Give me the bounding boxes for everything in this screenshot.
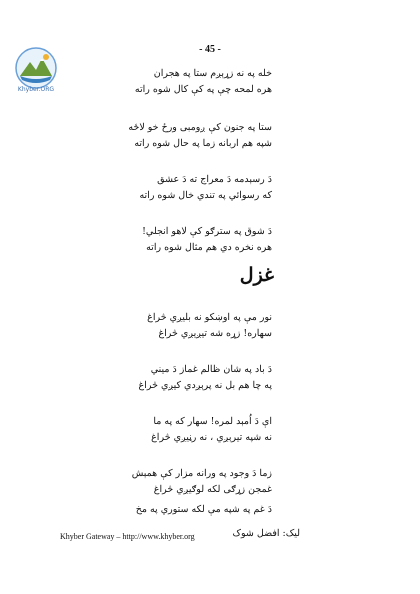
stanza [72, 362, 272, 394]
stanza [72, 66, 272, 98]
verse-line: خله په نه زړېږم ستا په هجران [153, 68, 272, 79]
verse-line: دَ باد په شان ظالم غماز دَ ميني [150, 364, 272, 375]
verse-line: هره لمحه چې په کې کال شوه راته [134, 84, 272, 95]
footer-author: ليک: افضل شوک [232, 528, 300, 539]
verse-line: نور مې په اوښکو نه بليږي څراغ [147, 312, 272, 323]
stanza [72, 120, 272, 152]
verse-line: هره نخره دي هم مثال شوه راته [146, 242, 272, 253]
verse-line: په چا هم بل نه پرېږدي کيږي څراغ [138, 380, 272, 391]
verse-line: دَ رسېدمه دَ معراج ته دَ عشق [157, 174, 272, 185]
verse-line: شپه هم اربانه زما په حال شوه راته [134, 138, 272, 149]
stanza [72, 224, 272, 256]
verse-line: نه شپه تيرېږي ، نه رڼيږي څراغ [151, 432, 272, 443]
footer-source: Khyber Gateway – http://www.khyber.org [60, 532, 195, 541]
verse-line: سهاره! زړه شه تيږيږي څراغ [158, 328, 272, 339]
stanza [72, 466, 272, 498]
verse-line: غمجن زړګی لکه لوګيږي څراغ [153, 484, 272, 495]
verse-line: اې دَ اُمېد لمره! سهار که په ما [153, 416, 272, 427]
stanza [72, 414, 272, 446]
page-number: - 45 - [199, 44, 221, 55]
verse-line: دَ غم په شپه مې لکه ستوري په مخ [135, 504, 272, 515]
verse-line: که رسوائي په تندي خال شوه راته [139, 190, 272, 201]
stanza [72, 310, 272, 342]
verse-line: زما دَ وجود په ورانه مزار کې همېش [131, 468, 272, 479]
verse-line: ستا په جنون کې ږومبی ورځ خو لاځه [128, 122, 272, 133]
logo-text: Khyber.ORG [17, 86, 55, 93]
stanza [72, 172, 272, 204]
ghazal-heading: غزل [239, 264, 274, 286]
verse-line: دَ شوق په سترګو کې لاهو انجلي! [142, 226, 272, 237]
stanza [72, 502, 272, 518]
